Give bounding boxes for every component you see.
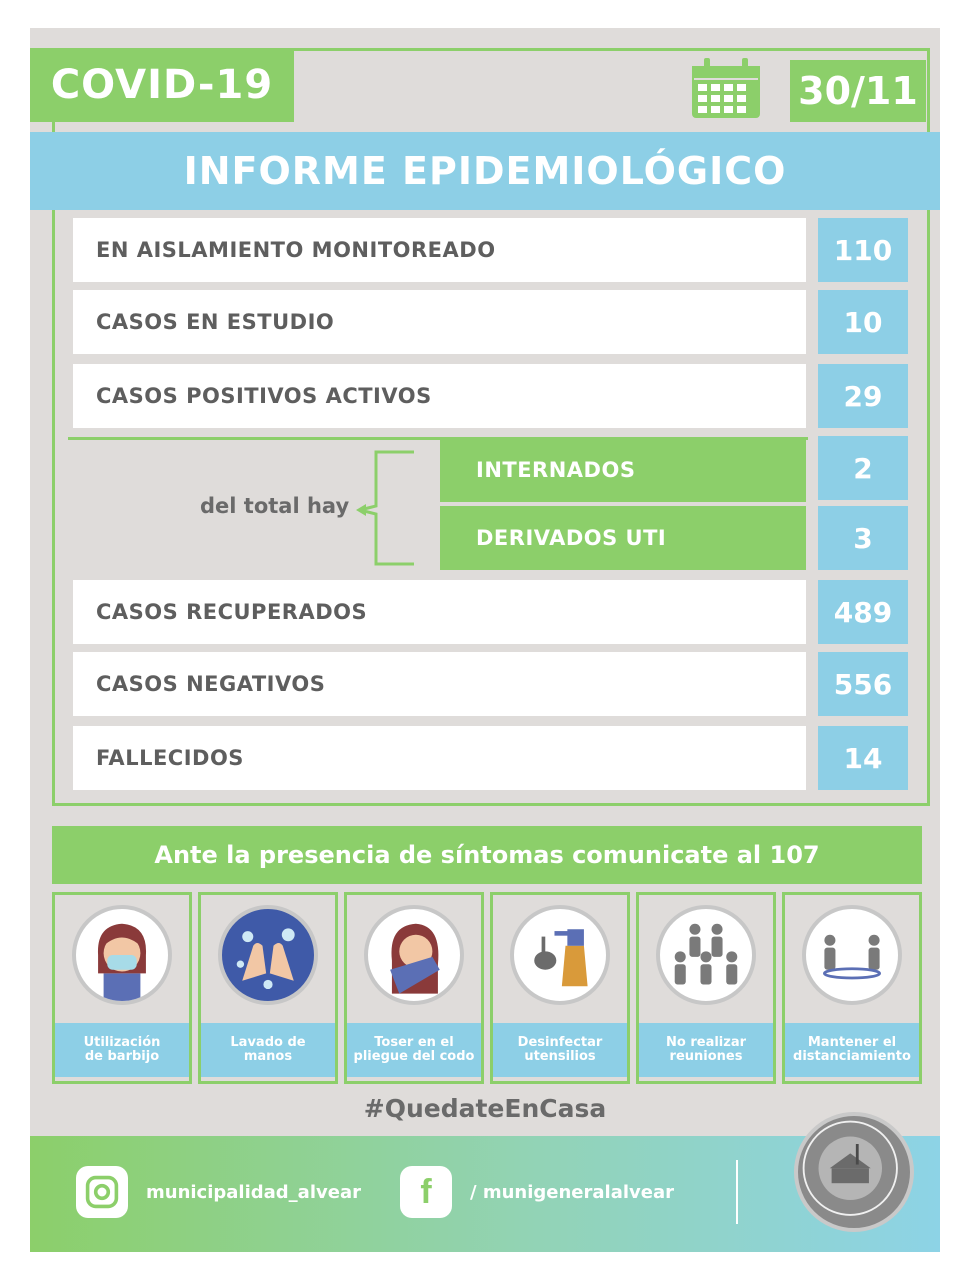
row-value-positivos: 29: [818, 364, 908, 428]
calendar-icon: [690, 58, 762, 120]
row-value-aislamiento: 110: [818, 218, 908, 282]
cough-elbow-icon: [364, 905, 464, 1005]
social-distance-icon: [802, 905, 902, 1005]
instagram-icon[interactable]: [76, 1166, 128, 1218]
row-label-fallecidos: FALLECIDOS: [73, 726, 806, 790]
row-value-internados: 2: [818, 436, 908, 500]
row-value-recuperados: 489: [818, 580, 908, 644]
row-label-negativos: CASOS NEGATIVOS: [73, 652, 806, 716]
tip-caption: Toser en el pliegue del codo: [347, 1023, 481, 1077]
face-mask-icon: [72, 905, 172, 1005]
row-label-estudio: CASOS EN ESTUDIO: [73, 290, 806, 354]
tip-card-distance: [782, 892, 922, 1084]
municipality-seal: [794, 1112, 914, 1232]
row-label-uti: DERIVADOS UTI: [440, 506, 806, 570]
covid-report-poster: [30, 28, 940, 1252]
row-value-uti: 3: [818, 506, 908, 570]
tip-card-mask: [52, 892, 192, 1084]
row-value-fallecidos: 14: [818, 726, 908, 790]
row-value-estudio: 10: [818, 290, 908, 354]
subtotal-intro: del total hay: [200, 494, 350, 518]
instagram-handle[interactable]: municipalidad_alvear: [146, 1182, 361, 1203]
report-date: 30/11: [790, 60, 926, 122]
row-label-positivos: CASOS POSITIVOS ACTIVOS: [73, 364, 806, 428]
tip-caption: Desinfectar utensilios: [493, 1023, 627, 1077]
tip-caption: No realizar reuniones: [639, 1023, 773, 1077]
symptoms-message: Ante la presencia de síntomas comunicate al 107: [52, 826, 922, 884]
tip-card-disinfect: [490, 892, 630, 1084]
hand-washing-icon: [218, 905, 318, 1005]
row-value-negativos: 556: [818, 652, 908, 716]
row-label-recuperados: CASOS RECUPERADOS: [73, 580, 806, 644]
tip-caption: Mantener el distanciamiento: [785, 1023, 919, 1077]
tip-card-handwash: [198, 892, 338, 1084]
disinfect-spray-icon: [510, 905, 610, 1005]
row-label-aislamiento: EN AISLAMIENTO MONITOREADO: [73, 218, 806, 282]
facebook-icon[interactable]: f: [400, 1166, 452, 1218]
report-title: INFORME EPIDEMIOLÓGICO: [30, 132, 940, 210]
tip-caption: Lavado de manos: [201, 1023, 335, 1077]
hashtag: #QuedateEnCasa: [363, 1094, 607, 1123]
tip-card-gatherings: [636, 892, 776, 1084]
tip-caption: Utilización de barbijo: [55, 1023, 189, 1077]
row-label-internados: INTERNADOS: [440, 438, 806, 502]
footer-divider: [736, 1160, 738, 1224]
no-gatherings-icon: [656, 905, 756, 1005]
tip-card-cough: [344, 892, 484, 1084]
covid-label: COVID-19: [30, 48, 294, 122]
facebook-handle[interactable]: / munigeneralalvear: [470, 1182, 674, 1203]
bracket-icon: [354, 450, 416, 566]
